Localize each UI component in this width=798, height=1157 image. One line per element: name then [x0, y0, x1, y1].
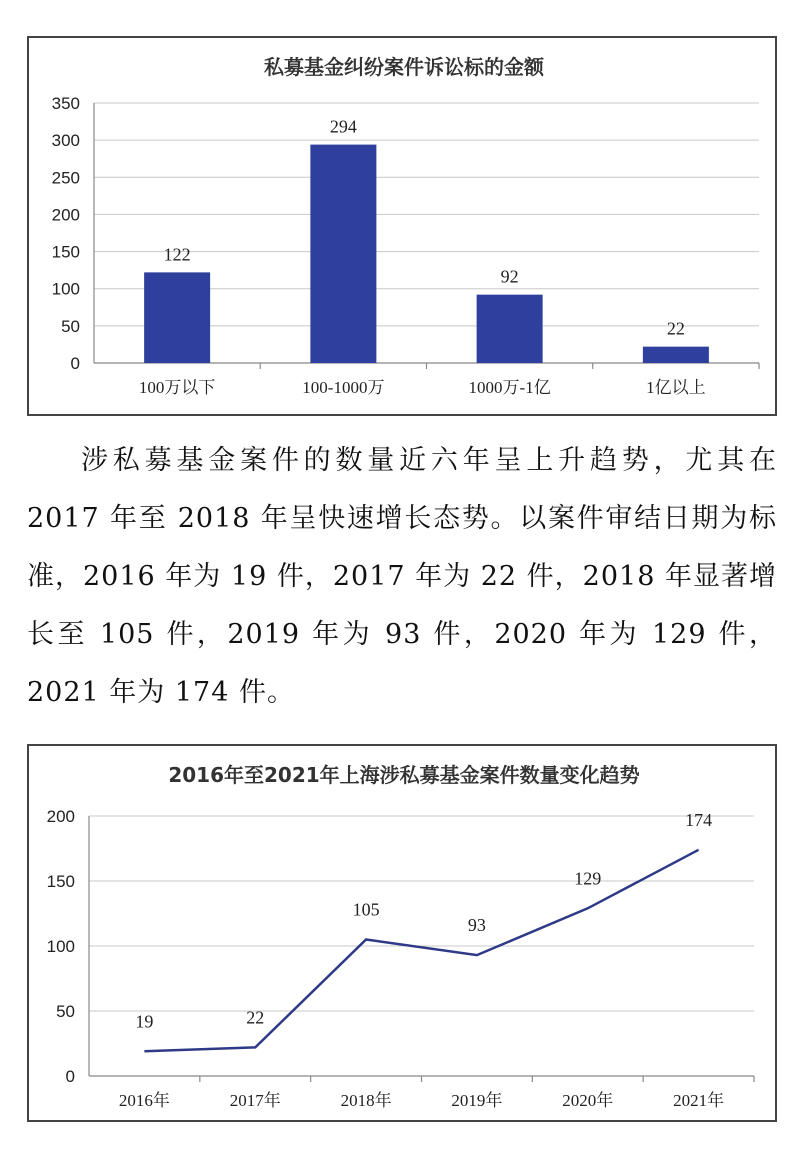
data-label: 19 [135, 1011, 154, 1032]
y-tick-label: 0 [65, 1067, 75, 1086]
x-tick-label: 2017年 [229, 1091, 281, 1110]
x-tick-label: 100万以下 [138, 378, 216, 397]
data-label: 105 [352, 899, 380, 920]
bar-chart-title: 私募基金纠纷案件诉讼标的金额 [264, 55, 544, 79]
line-chart-title: 2016年至2021年上海涉私募基金案件数量变化趋势 [168, 763, 640, 787]
x-tick-label: 1亿以上 [646, 378, 706, 397]
y-tick-label: 250 [51, 168, 80, 188]
data-label: 92 [500, 266, 519, 287]
bar-chart-panel [27, 36, 777, 416]
y-tick-label: 300 [51, 131, 80, 151]
data-label: 174 [685, 809, 713, 830]
x-tick-label: 2021年 [673, 1091, 725, 1110]
y-tick-label: 200 [51, 205, 80, 225]
y-tick-label: 100 [51, 279, 80, 299]
series-line [144, 850, 698, 1052]
y-tick-label: 150 [51, 242, 80, 262]
x-tick-label: 2018年 [340, 1091, 392, 1110]
bar [643, 347, 709, 363]
data-label: 129 [574, 868, 602, 889]
bar [144, 272, 210, 363]
body-paragraph: 涉私募基金案件的数量近六年呈上升趋势，尤其在 2017 年至 2018 年呈快速增长态势。以案件审结日期为标准，2016 年为 19 件，2017 年为 22 件，2018 年显著增长至 105 件，2019 年为 93 件，2020 年为 129 件，2021 年为 174 件。 [27, 445, 777, 708]
line-chart [29, 746, 779, 1124]
y-tick-label: 200 [46, 807, 75, 826]
bar [477, 295, 543, 363]
data-label: 122 [163, 244, 191, 265]
line-chart-panel [27, 744, 777, 1122]
y-tick-label: 350 [51, 94, 80, 113]
bar-chart [29, 38, 779, 418]
x-tick-label: 100-1000万 [302, 378, 385, 397]
x-tick-label: 2020年 [562, 1091, 614, 1110]
data-label: 93 [467, 915, 486, 936]
bar [310, 145, 376, 363]
y-tick-label: 50 [56, 1002, 75, 1021]
y-tick-label: 50 [61, 316, 80, 336]
data-label: 294 [329, 116, 357, 137]
data-label: 22 [246, 1007, 265, 1028]
x-tick-label: 2019年 [451, 1091, 503, 1110]
y-tick-label: 150 [46, 872, 75, 891]
data-label: 22 [666, 318, 685, 339]
y-tick-label: 0 [70, 354, 80, 373]
x-tick-label: 2016年 [118, 1091, 170, 1110]
x-tick-label: 1000万-1亿 [468, 378, 551, 397]
y-tick-label: 100 [46, 937, 75, 956]
